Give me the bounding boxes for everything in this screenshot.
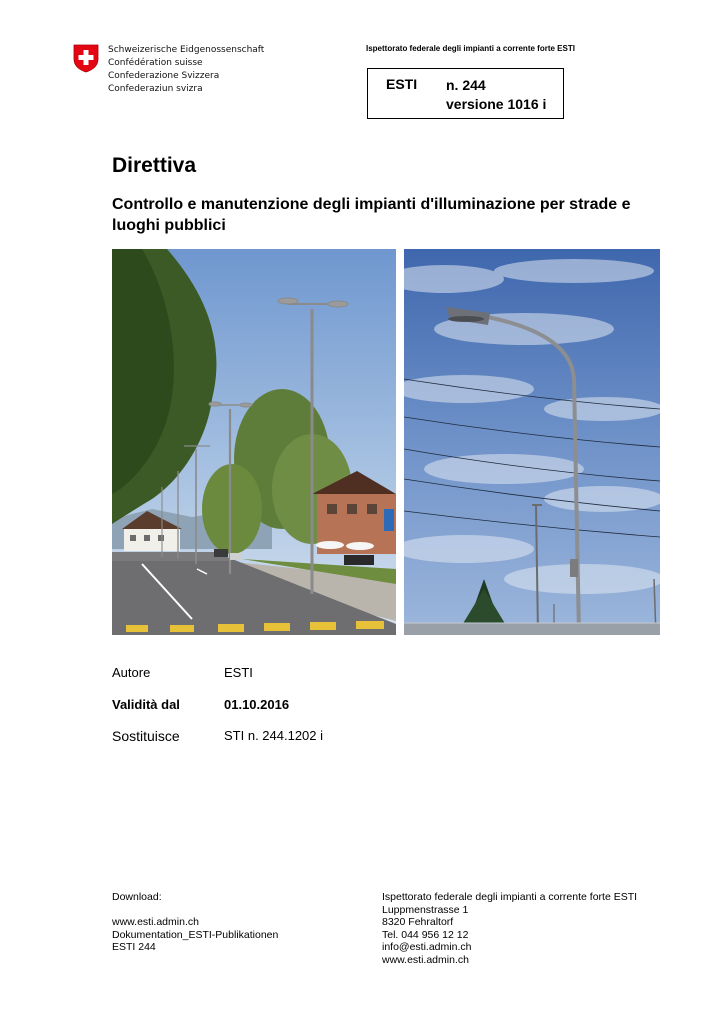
download-label: Download:	[112, 891, 162, 903]
swiss-coat-of-arms-logo	[73, 44, 99, 73]
box-number-version	[446, 76, 546, 114]
confederation-line-de: Schweizerische Eidgenossenschaft	[108, 45, 265, 55]
confederation-line-rm: Confederaziun svizra	[108, 84, 203, 94]
street-lamp-sky-photo	[404, 249, 660, 635]
confederation-line-it: Confederazione Svizzera	[108, 71, 220, 81]
address-city: 8320 Fehraltorf	[382, 916, 454, 929]
validity-value: 01.10.2016	[224, 697, 290, 712]
author-label: Autore	[112, 665, 151, 680]
box-version: versione 1016 i	[446, 96, 547, 112]
validity-label: Validità dal	[112, 697, 180, 712]
address-website[interactable]: www.esti.admin.ch	[382, 953, 469, 966]
document-title: Direttiva	[112, 154, 197, 177]
footer-download	[112, 891, 278, 954]
author-value: ESTI	[224, 665, 253, 680]
address-org: Ispettorato federale degli impianti a corrente forte ESTI	[382, 891, 638, 903]
inspectorate-header: Ispettorato federale degli impianti a corrente forte ESTI	[366, 44, 575, 53]
download-link-path: Dokumentation_ESTI-Publikationen	[112, 928, 279, 941]
replaces-value: STI n. 244.1202 i	[224, 728, 324, 743]
address-phone: Tel. 044 956 12 12	[382, 928, 469, 941]
document-id-box	[367, 68, 564, 119]
download-link-doc: ESTI 244	[112, 941, 156, 954]
replaces-label: Sostituisce	[112, 728, 180, 744]
box-org: ESTI	[386, 76, 418, 92]
footer-address	[382, 891, 637, 967]
box-number: n. 244	[446, 77, 486, 93]
street-lighting-photo	[112, 249, 396, 635]
address-email[interactable]: info@esti.admin.ch	[382, 941, 472, 954]
address-street: Luppmenstrasse 1	[382, 903, 469, 916]
confederation-names	[108, 44, 264, 96]
download-link-site[interactable]: www.esti.admin.ch	[112, 916, 199, 929]
document-subtitle: Controllo e manutenzione degli impianti d'illuminazione per strade e luoghi pubblici	[112, 196, 631, 234]
confederation-line-fr: Confédération suisse	[108, 58, 203, 68]
